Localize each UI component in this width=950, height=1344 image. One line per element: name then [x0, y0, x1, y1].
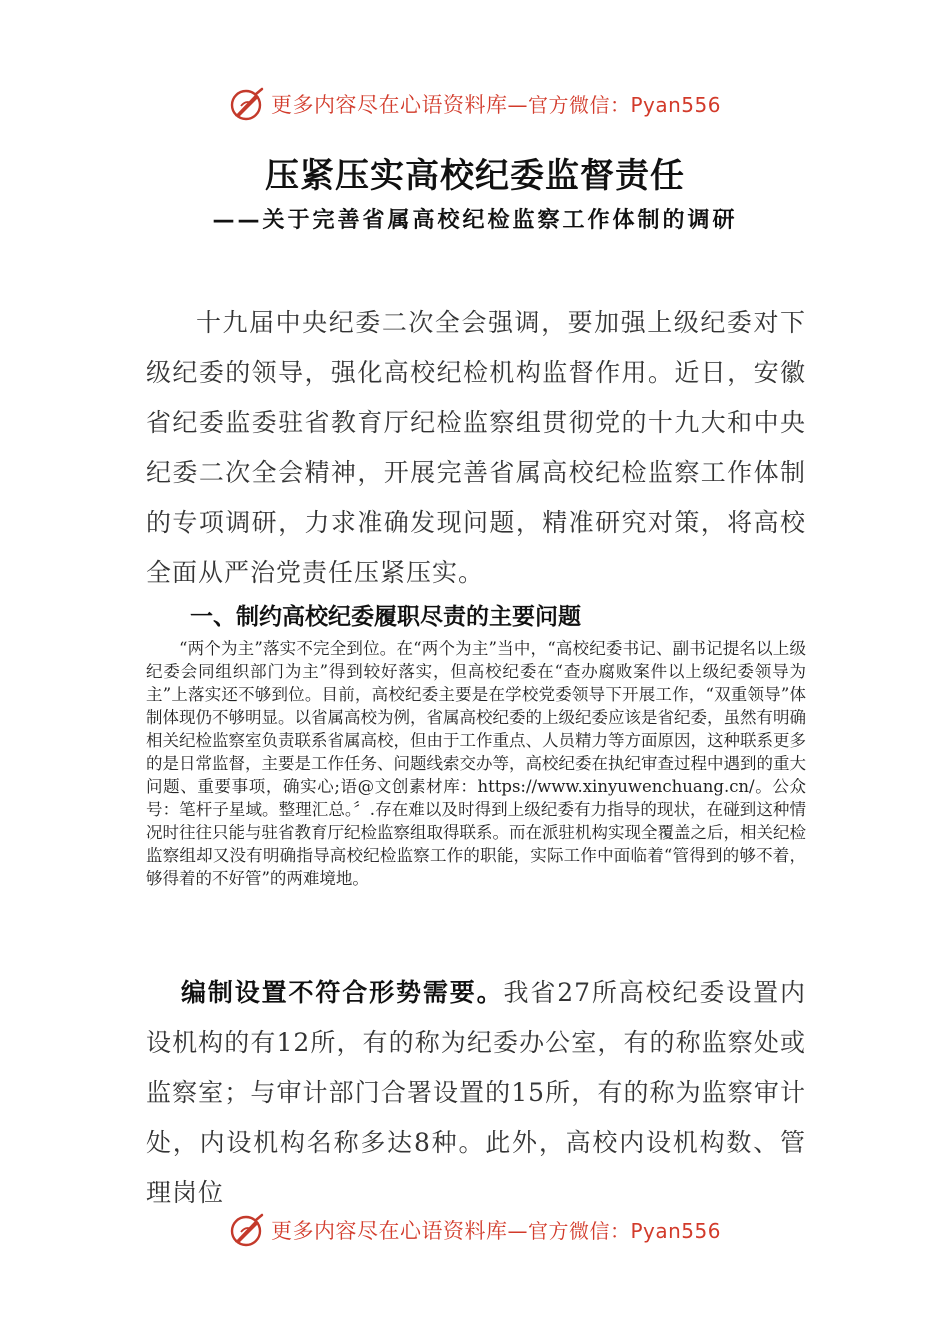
body-paragraph-small: “两个为主”落实不完全到位。在“两个为主”当中，“高校纪委书记、副书记提名以上级纪委会同组织部门为主”得到较好落实，但高校纪委在“查办腐败案件以上级纪委领导为主”上落实还不够到位。目前，高校纪委主要是在学校党委领导下开展工作，“双重领导”体制体现仍不够明显。以省属高校为例，省属高校纪委的上级纪委应该是省纪委，虽然有明确相关纪检监察室负责联系省属高校，但由于工作重点、人员精力等方面原因，这种联系更多的是日常监督，主要是工作任务、问题线索交办等，高校纪委在执纪审查过程中遇到的重大问题、重要事项，确实心;语@文创素材库：https://www.xinyuwenchuang.cn/。公众号：笔杆子星域。整理汇总。〞.存在难以及时得到上级纪委有力指导的现状，在碰到这种情况时往往只能与驻省教育厅纪检监察组取得联系。而在派驻机构实现全覆盖之后，相关纪检监察组却又没有明确指导高校纪检监察工作的职能，实际工作中面临着“管得到的够不着，够得着的不好管”的两难境地。	[146, 639, 806, 888]
section-heading: 一、制约高校纪委履职尽责的主要问题	[190, 604, 581, 630]
paragraph-text: 我省27所高校纪委设置内设机构的有12所，有的称为纪委办公室，有的称监察处或监察室；与审计部门合署设置的15所，有的称为监察审计处，内设机构名称多达8种。此外，高校内设机构数、管理岗位	[146, 978, 806, 1207]
banner-text: 更多内容尽在心语资料库—官方微信：Pyan556	[270, 1219, 721, 1243]
document-title: 压紧压实高校纪委监督责任	[265, 156, 685, 196]
pen-logo-icon	[229, 1212, 265, 1248]
body-paragraph	[146, 968, 806, 1218]
intro-paragraph: 十九届中央纪委二次全会强调，要加强上级纪委对下级纪委的领导，强化高校纪检机构监督作用。近日，安徽省纪委监委驻省教育厅纪检监察组贯彻党的十九大和中央纪委二次全会精神，开展完善省属高校纪检监察工作体制的专项调研，力求准确发现问题，精准研究对策，将高校全面从严治党责任压紧压实。	[146, 308, 806, 587]
pen-logo-icon	[229, 86, 265, 122]
document-subtitle: ——关于完善省属高校纪检监察工作体制的调研	[212, 208, 738, 233]
header-banner	[0, 84, 950, 124]
paragraph-lead: 编制设置不符合形势需要。	[181, 978, 504, 1007]
banner-text: 更多内容尽在心语资料库—官方微信：Pyan556	[270, 93, 721, 117]
footer-banner	[0, 1210, 950, 1250]
